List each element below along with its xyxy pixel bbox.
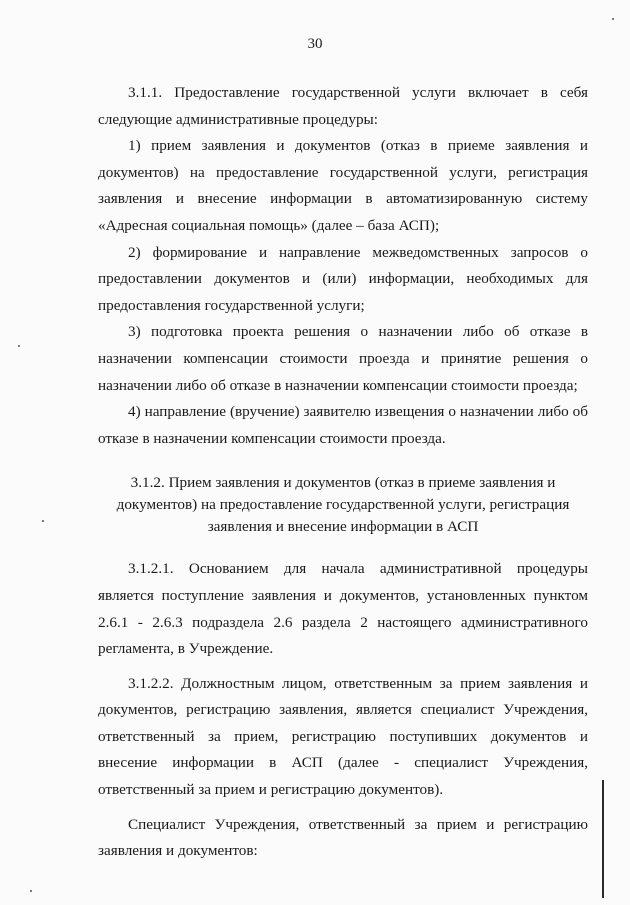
paragraph-3-1-2-1: 3.1.2.1. Основанием для начала административной процедуры является поступление заявления и документов, установленных пунктом 2.6.1 - 2.6.3 подраздела 2.6 раздела 2 настоящего административного регламента, в Учреждение. — [98, 560, 588, 658]
document-body — [98, 80, 588, 865]
scan-mark — [18, 345, 20, 347]
scan-mark — [30, 890, 32, 892]
page-number: 30 — [307, 36, 323, 52]
scan-mark — [42, 520, 44, 522]
list-item-4: 4) направление (вручение) заявителю извещения о назначении либо об отказе в назначении компенсации стоимости проезда. — [98, 403, 588, 447]
paragraph-3-1-2-2: 3.1.2.2. Должностным лицом, ответственным за прием заявления и документов, регистрацию заявления, является специалист Учреждения, ответственный за прием, регистрацию поступивших документов и внесение информации в АСП (далее - специалист Учреждения, ответственный за прием и регистрацию документов). — [98, 674, 588, 799]
section-heading-3-1-2: 3.1.2. Прием заявления и документов (отказ в приеме заявления и документов) на предоставление государственной услуги, регистрация заявления и внесение информации в АСП — [116, 474, 570, 536]
list-item-3: 3) подготовка проекта решения о назначении либо об отказе в назначении компенсации стоимости проезда и принятие решения о назначении либо об отказе в назначении компенсации стоимости проезда; — [98, 323, 588, 394]
scan-edge-line — [602, 780, 604, 898]
paragraph-3-1-1: 3.1.1. Предоставление государственной услуги включает в себя следующие административные процедуры: — [98, 84, 588, 128]
list-item-1: 1) прием заявления и документов (отказ в приеме заявления и документов) на предоставление государственной услуги, регистрация заявления и внесение информации в автоматизированную систему «Адресная социальная помощь» (далее – база АСП); — [98, 137, 588, 234]
list-item-2: 2) формирование и направление межведомственных запросов о предоставлении документов и (или) информации, необходимых для предоставления государственной услуги; — [98, 243, 588, 314]
paragraph-specialist: Специалист Учреждения, ответственный за прием и регистрацию заявления и документов: — [98, 815, 588, 860]
scan-mark — [612, 18, 614, 20]
